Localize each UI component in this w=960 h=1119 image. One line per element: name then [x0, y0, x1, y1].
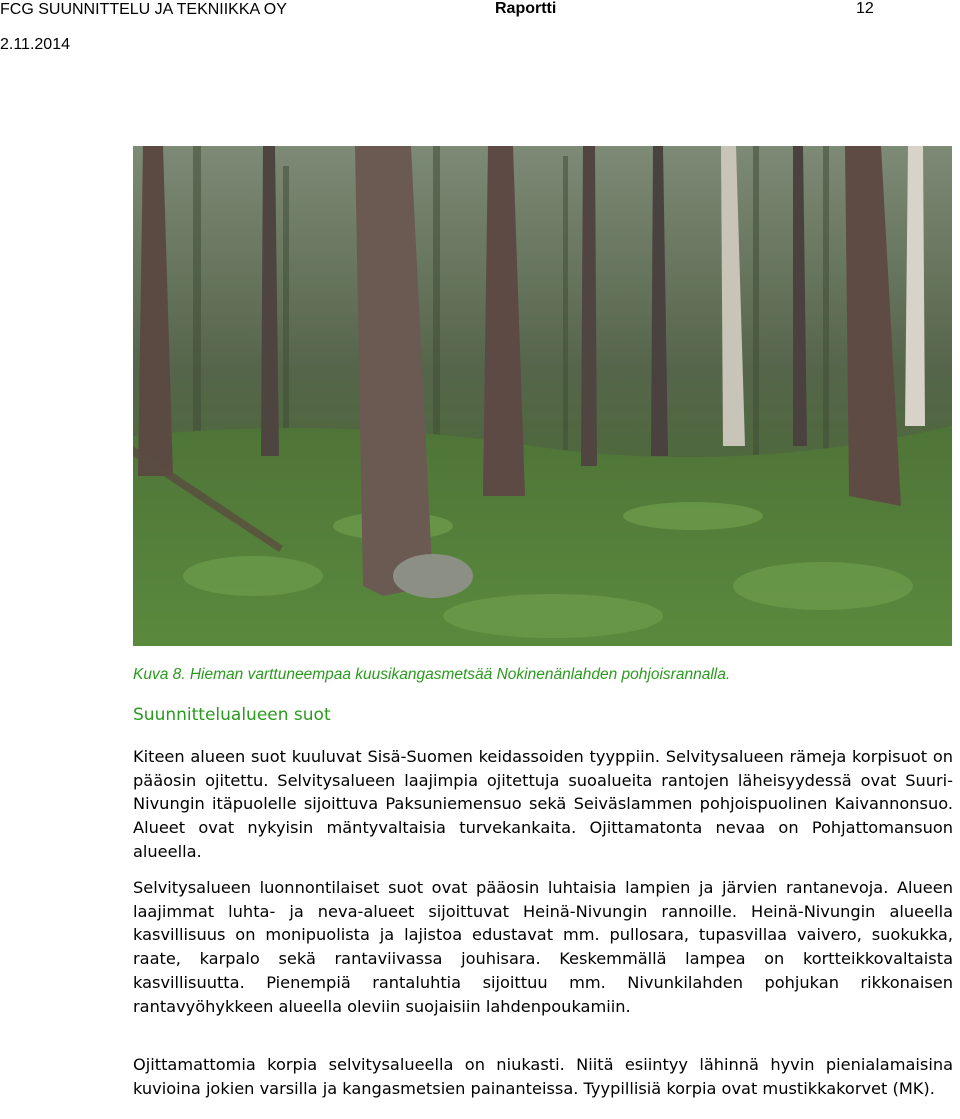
paragraph-3: Ojittamattomia korpia selvitysalueella on niukasti. Niitä esiintyy lähinnä hyvin pienialamaisina kuvioina jokien varsilla ja kangasmetsien painanteissa. Tyypillisiä korpia ovat mustikkakorvet (MK).: [133, 1055, 953, 1098]
header-company: FCG SUUNNITTELU JA TEKNIIKKA OY: [0, 1, 287, 18]
figure-caption: Kuva 8. Hieman varttuneempaa kuusikangasmetsää Nokinenänlahden pohjoisrannalla.: [133, 666, 731, 683]
header-page-number: 12: [856, 0, 874, 17]
header-date: 2.11.2014: [0, 36, 70, 53]
paragraph-1: Kiteen alueen suot kuuluvat Sisä-Suomen keidassoiden tyyppiin. Selvitysalueen rämeja korpisuot on pääosin ojitettu. Selvitysalueen laajimpia ojitettuja suoalueita rantojen läheisyydessä ovat Suuri-Nivungin itäpuolelle sijoittuva Paksuniemensuo sekä Seiväslammen pohjoispuolinen Kaivannonsuo. Alueet ovat nykyisin mäntyvaltaisia turvekankaita. Ojittamatonta nevaa on Pohjattomansuon alueella.: [133, 747, 953, 861]
paragraph-2: Selvitysalueen luonnontilaiset suot ovat pääosin luhtaisia lampien ja järvien rantanevoja. Alueen laajimmat luhta- ja neva-alueet sijoittuvat Heinä-Nivungin rannoille. Heinä-Nivungin alueella kasvillisuus on monipuolista ja lajistoa edustavat mm. pullosara, tupasvillaa vaivero, suokukka, raate, karpalo sekä rantaviivassa jouhisara. Keskemmällä lampea on kortteikkovaltaista kasvillisuutta. Pienempiä rantaluhtia sijoittuu mm. Nivunkilahden pohjukan rikkonaisen rantavyöhykkeen alueella oleviin suojaisiin lahdenpoukamiin.: [133, 878, 953, 1016]
header-doc-type: Raportti: [495, 0, 557, 17]
section-heading: Suunnittelualueen suot: [133, 705, 331, 725]
forest-photo: [133, 146, 952, 646]
